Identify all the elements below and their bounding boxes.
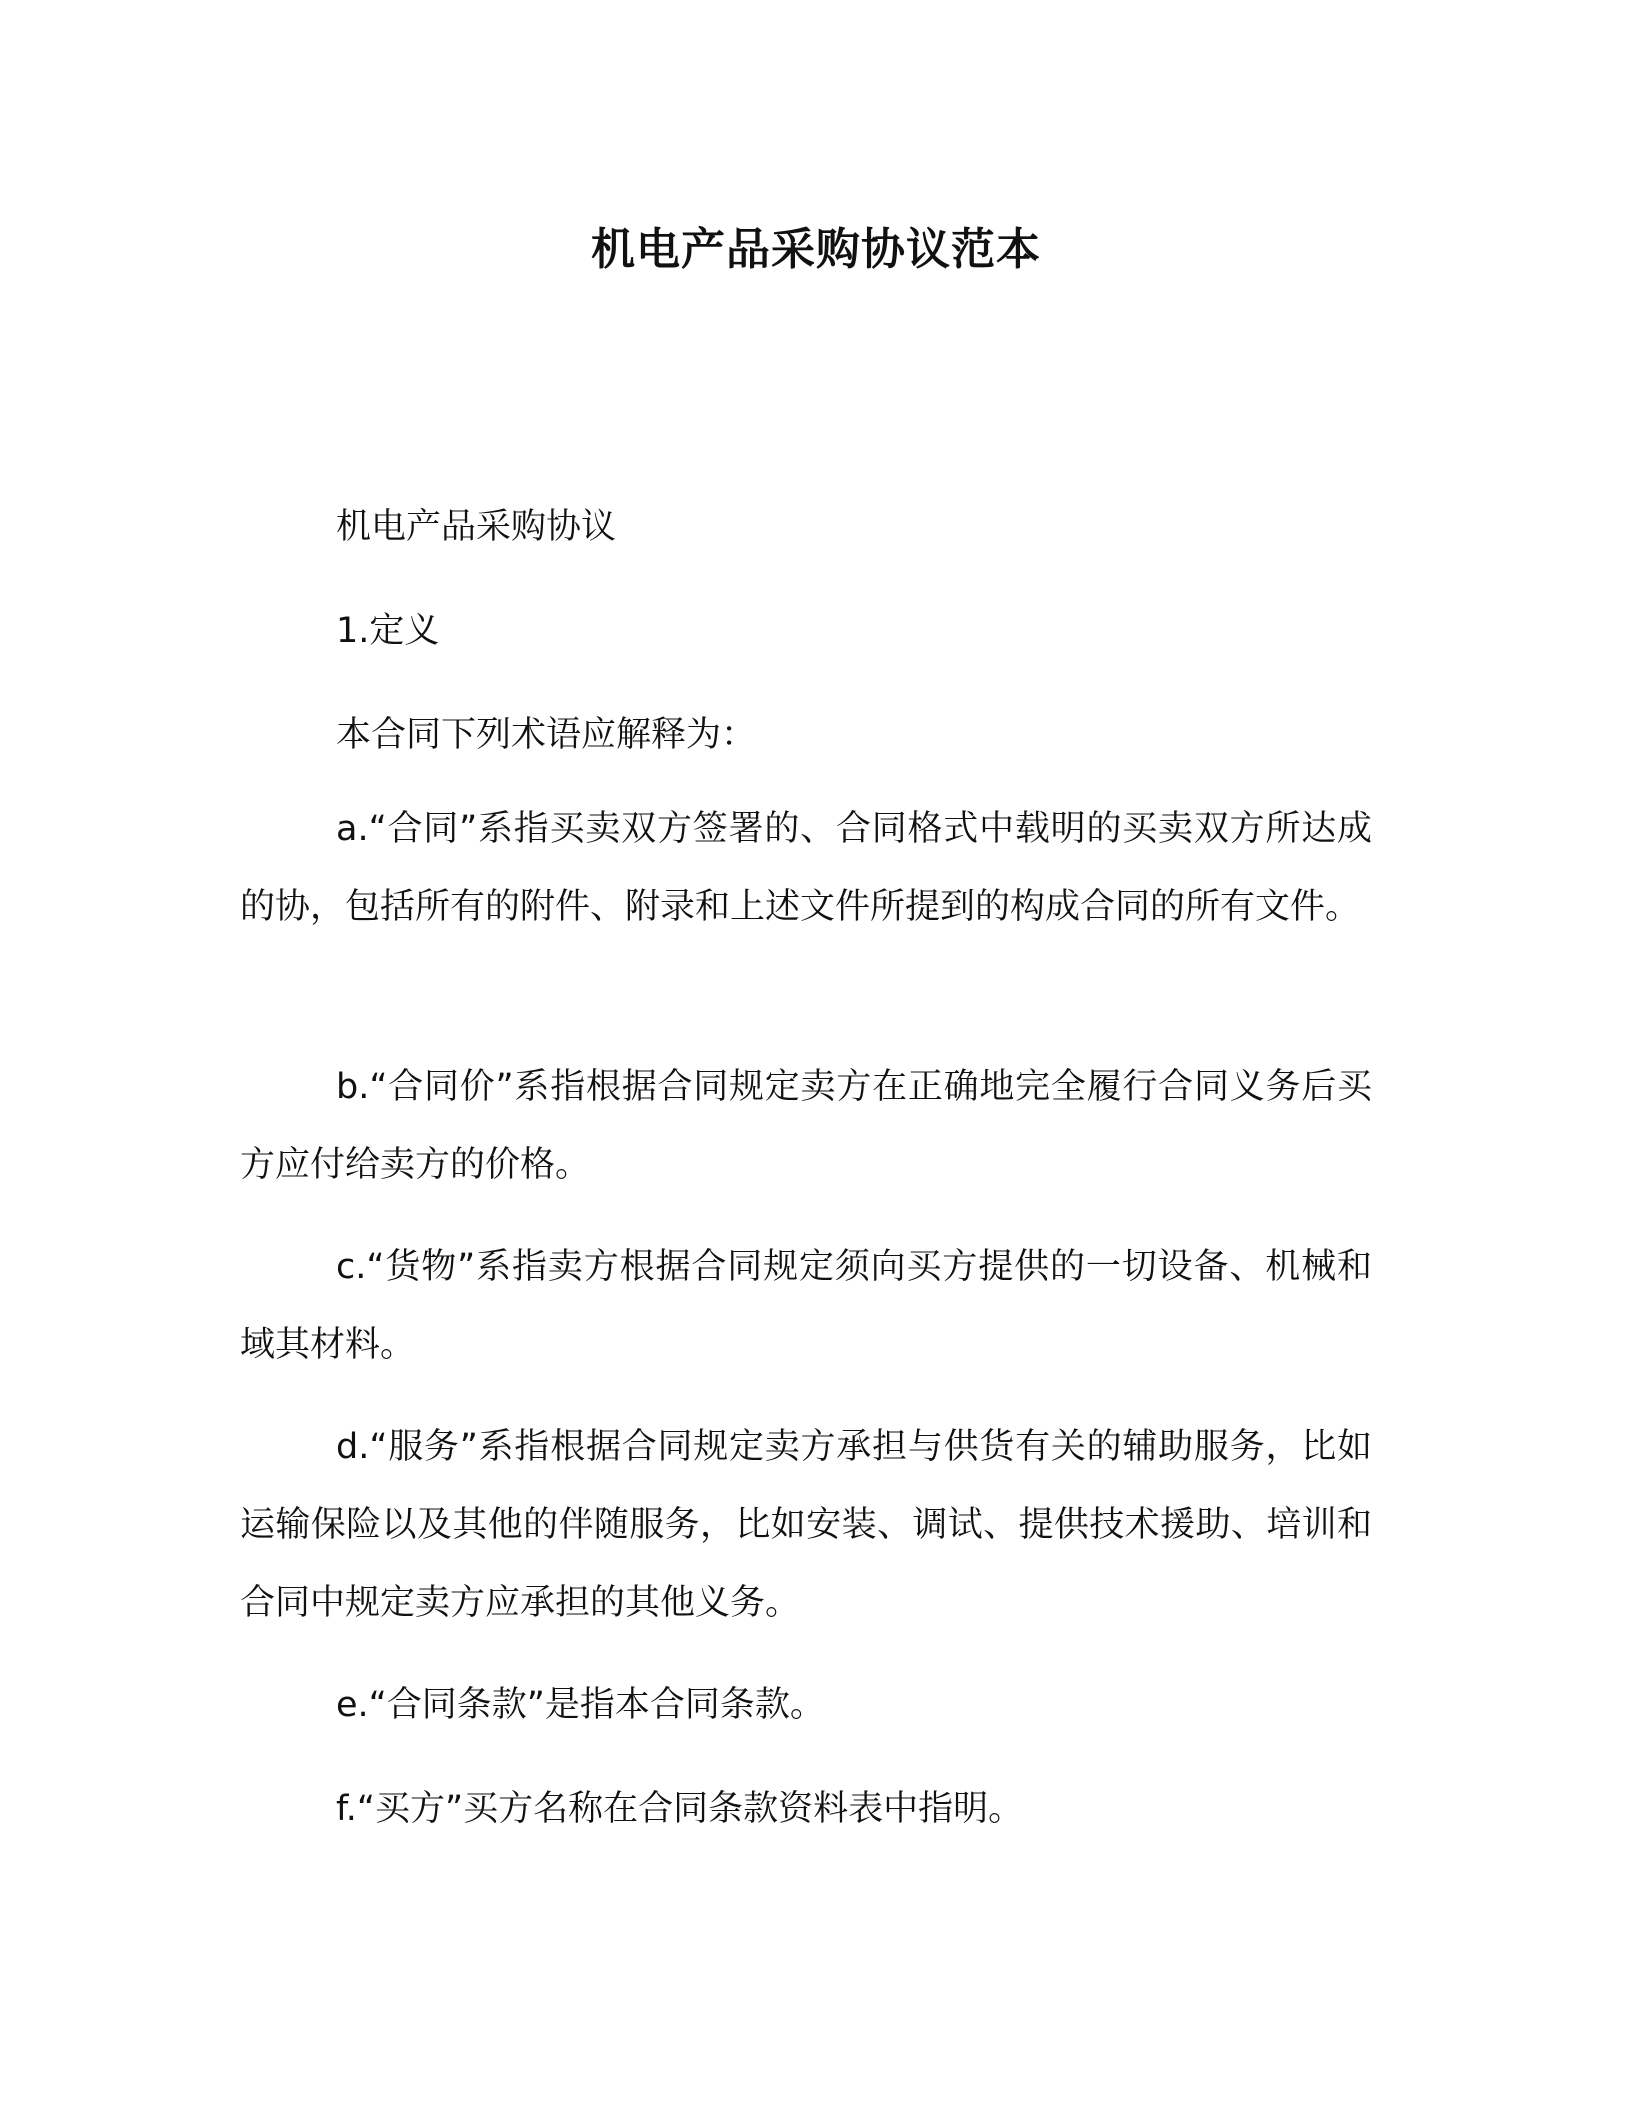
definition-item-c: c.“货物”系指卖方根据合同规定须向买方提供的一切设备、机械和域其材料。 [240,1247,1372,1365]
section-heading: 1.定义 [336,611,440,651]
definition-item-b: b.“合同价”系指根据合同规定卖方在正确地完全履行合同义务后买方应付给卖方的价格。 [240,1067,1372,1185]
definition-item-a: a.“合同”系指买卖双方签署的、合同格式中载明的买卖双方所达成的协，包括所有的附件、附录和上述文件所提到的构成合同的所有文件。 [240,809,1372,927]
document-title: 机电产品采购协议范本 [591,224,1041,275]
definitions-intro: 本合同下列术语应解释为： [336,715,757,755]
definition-item-e: e.“合同条款”是指本合同条款。 [336,1685,825,1725]
definition-item-f: f.“买方”买方名称在合同条款资料表中指明。 [336,1789,1024,1829]
definition-item-d: d.“服务”系指根据合同规定卖方承担与供货有关的辅助服务，比如运输保险以及其他的伴随服务，比如安装、调试、提供技术援助、培训和合同中规定卖方应承担的其他义务。 [240,1427,1372,1623]
agreement-subtitle: 机电产品采购协议 [336,507,617,547]
